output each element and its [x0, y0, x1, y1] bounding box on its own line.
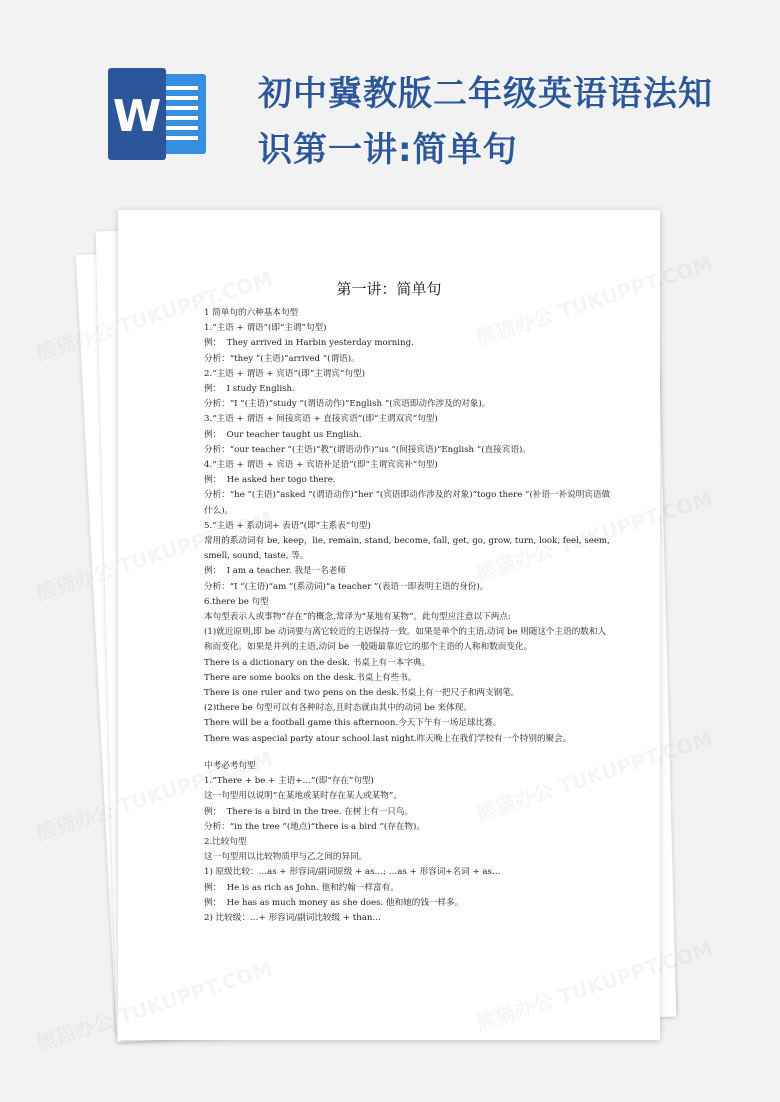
document-line: 1.“There + be + 主语+…”(即“存在”句型) — [204, 776, 374, 787]
document-line: 3.“主语 + 谓语 + 间接宾语 + 直接宾语”(即“主谓双宾”句型) — [204, 414, 438, 425]
document-title-line-2: 识第一讲:简单句 — [258, 130, 518, 170]
document-line: 分析：“our teacher ”(主语)“教”(谓语动作)“us ”(间接宾语)“English ”(直接宾语)。 — [204, 444, 531, 455]
document-line: 分析：“they ”(主语)“arrived ”(谓语)。 — [204, 353, 360, 364]
document-line: 2.比较句型 — [204, 836, 247, 847]
document-line: 6.there be 句型 — [204, 596, 269, 607]
document-line: 分析：“he ”(主语)“asked ”(谓语动作)“her ”(宾语即动作涉及的对象)“togo there ”(补语一补说明宾语做什么)。 — [204, 490, 611, 516]
document-line: 本句型表示人或事物“存在”的概念,常译为“某地有某物”。此句型应注意以下两点: — [204, 612, 511, 623]
document-page — [118, 210, 660, 1040]
paragraph-gap — [204, 747, 614, 759]
document-line: There will be a football game this afternoon.今天下午有一场足球比赛。 — [204, 718, 502, 729]
document-line: 4.“主语 + 谓语 + 宾语 + 宾语补足语”(即“主谓宾宾补”句型) — [204, 460, 438, 471]
word-document-icon — [108, 68, 206, 160]
document-line: 1 简单句的六种基本句型 — [204, 308, 299, 318]
document-line: 例： Our teacher taught us English. — [204, 429, 362, 440]
document-line: 例： He asked her togo there. — [204, 475, 336, 486]
document-line: 例： He has as much money as she does. 他和她的钱一样多。 — [204, 897, 464, 908]
document-line: 分析：“in the tree ”(地点)“there is a bird ”(存在物)。 — [204, 821, 425, 832]
banner-header — [0, 0, 780, 200]
document-line: 2) 比较级：…+ 形容词/副词比较级 + than… — [204, 912, 382, 923]
document-line: 这一句型用以说明“在某地或某时存在某人或某物”。 — [204, 791, 402, 802]
document-line: 例： They arrived in Harbin yesterday morning. — [204, 338, 414, 349]
document-line: There are some books on the desk.书桌上有些书。 — [204, 672, 417, 683]
document-line: 分析：“I ”(主语)“study ”(谓语动作)“English ”(宾语即动作涉及的对象)。 — [204, 399, 491, 410]
document-line: 例： I study English. — [204, 384, 295, 395]
document-line: 这一句型用以比较物质甲与乙之间的异同。 — [204, 852, 368, 863]
document-line: 2.“主语 + 谓语 + 宾语”(即“主谓宾”句型) — [204, 368, 365, 379]
page-heading: 第一讲：简单句 — [336, 280, 442, 298]
document-line: There is a dictionary on the desk. 书桌上有一本字典。 — [204, 657, 431, 668]
document-line: 分析：“I ”(主语)“am ”(系动词)“a teacher ”(表语一即表明主语的身份)。 — [204, 581, 489, 592]
document-body — [204, 306, 614, 926]
document-line: 例： He is as rich as John. 他和约翰一样富有。 — [204, 882, 399, 893]
document-title-line-1: 初中冀教版二年级英语语法知 — [258, 74, 713, 114]
document-line: (1)就近原则,即 be 动词要与离它较近的主语保持一致。如果是单个的主语,动词 be 则随这个主语的数和人称而变化。如果是并列的主语,动词 be 一般随最靠近它的那个主语的人称和数而变化。 — [204, 627, 607, 653]
document-line: There was aspecial party atour school last night.昨天晚上在我们学校有一个特别的聚会。 — [204, 733, 572, 744]
document-line: There is one ruler and two pens on the desk.书桌上有一把尺子和两支钢笔。 — [204, 688, 520, 699]
document-line: 中考必考句型 — [204, 760, 256, 771]
document-line: (2)there be 句型可以有各种时态,且时态就由其中的动词 be 来体现。 — [204, 703, 472, 714]
document-line: 例： I am a teacher. 我是一名老师 — [204, 566, 346, 577]
svg-text:W: W — [112, 91, 162, 142]
document-line: 1.“主语 + 谓语”(即“主谓”句型) — [204, 323, 327, 334]
document-line: 5.“主语 + 系动词+ 表语”(即“主系表”句型) — [204, 520, 371, 531]
document-line: 例： There is a bird in the tree. 在树上有一只鸟。 — [204, 806, 414, 817]
document-line: 1) 原级比较：…as + 形容词/副词原级 + as…; …as + 形容词+名词 + as… — [204, 867, 501, 878]
document-line: 常用的系动词有 be, keep，lie, remain, stand, become, fall, get, go, grow, turn, look, feel, seem, smell, sound, taste, 等。 — [204, 536, 613, 562]
